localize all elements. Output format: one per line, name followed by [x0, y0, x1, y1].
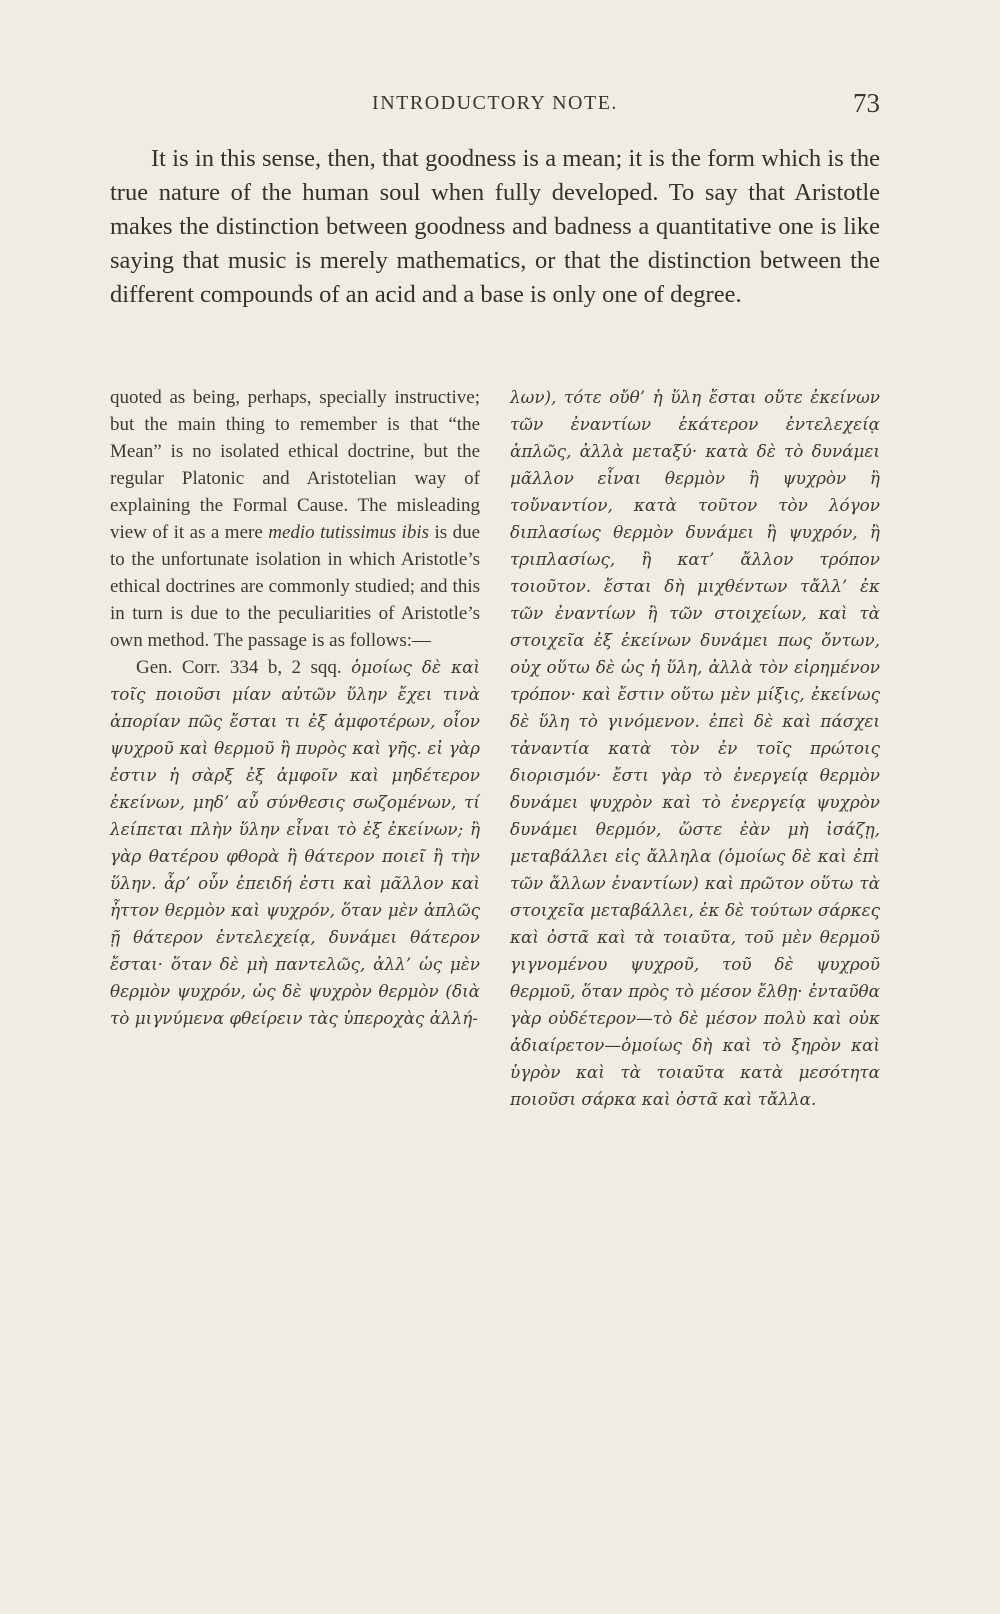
footnote-paragraph: [110, 384, 480, 654]
lead-paragraph: It is in this sense, then, that goodness is a mean; it is the form which is the true nature of the human soul when fully developed. To say that Aristotle makes the distinction between goodness and badness a quantitative one is like saying that music is merely mathematics, or that the distinction between the different compounds of an acid and a base is only one of degree.: [110, 145, 880, 308]
running-head: INTRODUCTORY NOTE.: [372, 92, 618, 114]
greek-quotation: [110, 654, 480, 1032]
greek-quotation-continued: [510, 384, 880, 1113]
greek-text-right: λων), τότε οὔθ’ ἡ ὕλη ἔσται οὔτε ἐκείνων τῶν ἐναντίων ἑκάτερον ἐντελεχείᾳ ἁπλῶς, ἀλλὰ μεταξύ· κατὰ δὲ τὸ δυνάμει μᾶλλον εἶναι θερμὸν ἢ ψυχρὸν ἢ τοὔναντίον, κατὰ τοῦτον τὸν λόγον διπλασίως θερμὸν δυνάμει ἢ ψυχρόν, ἢ τριπλασίως, ἢ κατ’ ἄλλον τρόπον τοιοῦτον. ἔσται δὴ μιχθέντων τἄλλ’ ἐκ τῶν ἐναντίων ἢ τῶν στοιχείων, καὶ τὰ στοιχεῖα ἐξ ἐκείνων δυνάμει πως ὄντων, οὐχ οὕτω δὲ ὡς ἡ ὕλη, ἀλλὰ τὸν εἰρημένον τρόπον· καὶ ἔστιν οὕτω μὲν μίξις, ἐκείνως δὲ ὕλη τὸ γινόμενον. ἐπεὶ δὲ καὶ πάσχει τἀναντία κατὰ τὸν ἐν τοῖς πρώτοις διορισμόν· ἔστι γὰρ τὸ ἐνεργείᾳ θερμὸν δυνάμει ψυχρὸν καὶ τὸ ἐνεργείᾳ ψυχρὸν δυνάμει θερμόν, ὥστε ἐὰν μὴ ἰσάζῃ, μεταβάλλει εἰς ἄλληλα (ὁμοίως δὲ καὶ ἐπὶ τῶν ἄλλων ἐναντίων) καὶ πρῶτον οὕτω τὰ στοιχεῖα μεταβάλλει, ἐκ δὲ τούτων σάρκες καὶ ὀστᾶ καὶ τὰ τοιαῦτα, τοῦ μὲν θερμοῦ γιγνομένου ψυχροῦ, τοῦ δὲ ψυχροῦ θερμοῦ, ὅταν πρὸς τὸ μέσον ἔλθῃ· ἐνταῦθα γὰρ οὐδέτερον—τὸ δὲ μέσον πολὺ καὶ οὐκ ἀδιαίρετον—ὁμοίως δὴ καὶ τὸ ξηρὸν καὶ ὑγρὸν καὶ τὰ τοιαῦτα κατὰ μεσότητα ποιοῦσι σάρκα καὶ ὀστᾶ καὶ τἄλλα.: [510, 387, 880, 1109]
greek-text-left: ὁμοίως δὲ καὶ τοῖς ποιοῦσι μίαν αὐτῶν ὕλην ἔχει τινὰ ἀπορίαν πῶς ἔσται τι ἐξ ἀμφοτέρων, οἷον ψυχροῦ καὶ θερμοῦ ἢ πυρὸς καὶ γῆς. εἰ γὰρ ἐστιν ἡ σὰρξ ἐξ ἀμφοῖν καὶ μηδέτερον ἐκείνων, μηδ’ αὖ σύνθεσις σωζομένων, τί λείπεται πλὴν ὕλην εἶναι τὸ ἐξ ἐκείνων; ἢ γὰρ θατέρου φθορὰ ἢ θάτερον ποιεῖ ἢ τὴν ὕλην. ἆρ’ οὖν ἐπειδή ἐστι καὶ μᾶλλον καὶ ἧττον θερμὸν καὶ ψυχρόν, ὅταν μὲν ἁπλῶς ῇ θάτερον ἐντελεχείᾳ, δυνάμει θάτερον ἔσται· ὅταν δὲ μὴ παντελῶς, ἀλλ’ ὡς μὲν θερμὸν ψυχρόν, ὡς δὲ ψυχρὸν θερμὸν (διὰ τὸ μιγνύμενα φθείρειν τὰς ὑπεροχὰς ἀλλή-: [110, 657, 481, 1028]
footnote-italic-phrase: medio tutissimus ibis: [268, 522, 430, 543]
page-number: 73: [853, 88, 880, 118]
footnote-text-1: quoted as being, perhaps, specially instructive; but the main thing to remember is that “the Mean” is no isolated ethical doctrine, but the regular Platonic and Aristotelian way of explaining the Formal Cause. The misleading view of it as a mere: [110, 387, 480, 543]
citation-reference: Gen. Corr. 334 b, 2 sqq.: [136, 657, 352, 678]
footnote-right-column: [510, 384, 880, 1113]
footnote-left-column: [110, 384, 480, 1032]
main-text: [110, 142, 880, 312]
page-header: [110, 88, 880, 128]
footnote-text-2: is due to the unfortunate isolation in which Aristotle’s ethical doctrines are commonly studied; and this in turn is due to the peculiarities of Aristotle’s own method. The passage is as follows:—: [110, 522, 481, 651]
